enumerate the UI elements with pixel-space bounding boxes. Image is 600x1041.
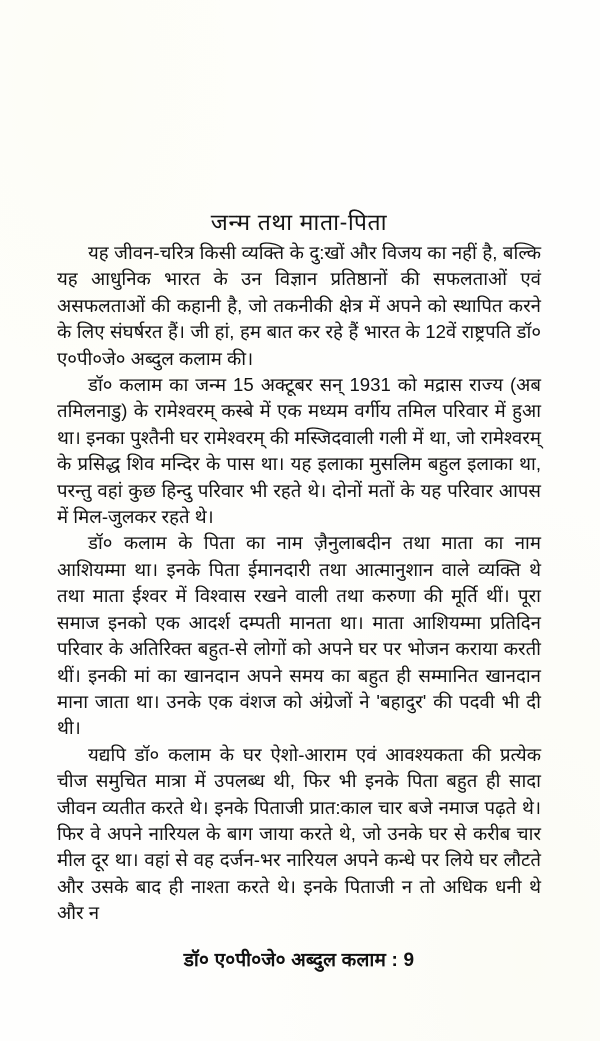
body-text-block xyxy=(57,240,541,927)
chapter-title: जन्म तथा माता-पिता xyxy=(210,209,388,236)
paragraph: डॉ० कलाम के पिता का नाम ज़ैनुलाबदीन तथा माता का नाम आशियम्मा था। इनके पिता ईमानदारी तथा आत्मानुशान वाले व्यक्ति थे तथा माता ईश्वर में विश्वास रखने वाली तथा करुणा की मूर्ति थीं। पूरा समाज इनको एक आदर्श दम्पती मानता था। माता आशियम्मा प्रतिदिन परिवार के अतिरिक्त बहुत-से लोगों को अपने घर पर भोजन कराया करती थीं। इनकी मां का खानदान अपने समय का बहुत ही सम्मानित खानदान माना जाता था। उनके एक वंशज को अंग्रेजों ने 'बहादुर' की पदवी भी दी थी। xyxy=(57,532,541,739)
page-content xyxy=(57,0,541,1041)
paragraph: यद्यपि डॉ० कलाम के घर ऐशो-आराम एवं आवश्यकता की प्रत्येक चीज समुचित मात्रा में उपलब्ध थी, फिर भी इनके पिता बहुत ही सादा जीवन व्यतीत करते थे। इनके पिताजी प्रात:काल चार बजे नमाज पढ़ते थे। फिर वे अपने नारियल के बाग जाया करते थे, जो उनके घर से करीब चार मील दूर था। वहां से वह दर्जन-भर नारियल अपने कन्धे पर लिये घर लौटते और उसके बाद ही नाश्ता करते थे। इनके पिताजी न तो अधिक धनी थे और न xyxy=(57,743,541,924)
paragraph: डॉ० कलाम का जन्म 15 अक्टूबर सन् 1931 को मद्रास राज्य (अब तमिलनाडु) के रामेश्वरम् कस्बे में एक मध्यम वर्गीय तमिल परिवार में हुआ था। इनका पुश्तैनी घर रामेश्वरम् की मस्जिदवाली गली में था, जो रामेश्वरम् के प्रसिद्ध शिव मन्दिर के पास था। यह इलाका मुसलिम बहुल इलाका था, परन्तु वहां कुछ हिन्दु परिवार भी रहते थे। दोनों मतों के यह परिवार आपस में मिल-जुलकर रहते थे। xyxy=(57,374,541,528)
paragraph: यह जीवन-चरित्र किसी व्यक्ति के दु:खों और विजय का नहीं है, बल्कि यह आधुनिक भारत के उन विज्ञान प्रतिष्ठानों की सफलताओं एवं असफलताओं की कहानी है, जो तकनीकी क्षेत्र में अपने को स्थापित करने के लिए संघर्षरत हैं। जी हां, हम बात कर रहे हैं भारत के 12वें राष्ट्रपति डॉ० ए०पी०जे० अब्दुल कलाम की। xyxy=(57,242,541,369)
page-footer-running-title: डॉ० ए०पी०जे० अब्दुल कलाम : 9 xyxy=(183,950,415,971)
